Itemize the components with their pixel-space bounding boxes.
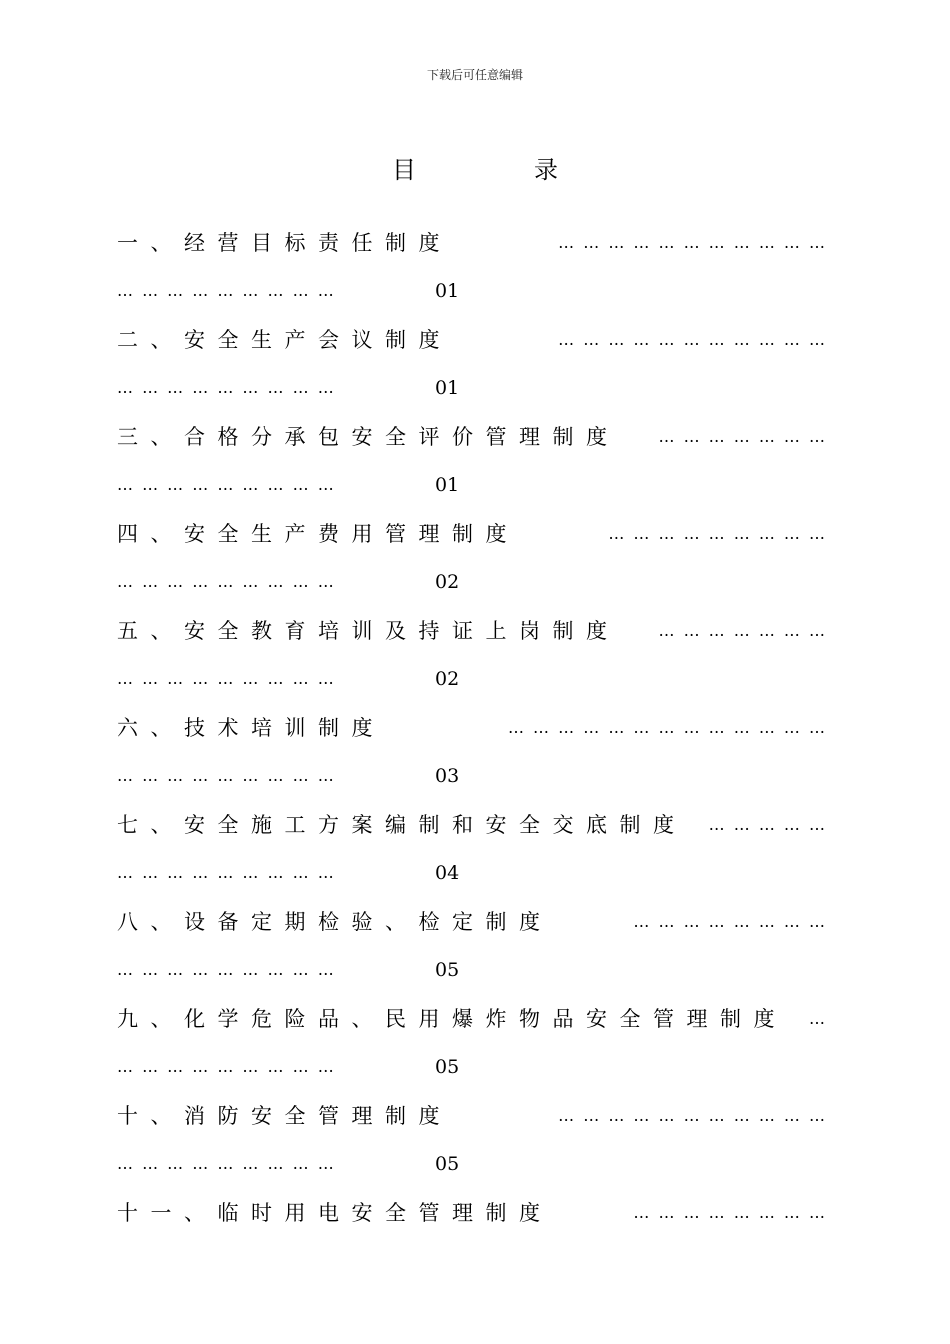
- toc-leader-dots: …: [803, 1002, 827, 1036]
- toc-entry[interactable]: [117, 226, 827, 323]
- toc-leader-dots: … … … … … … …: [652, 420, 827, 454]
- toc-page-number: 01: [435, 474, 460, 496]
- toc-leader-dots: … … … … … … … …: [627, 1196, 827, 1230]
- toc-entry[interactable]: [117, 323, 827, 420]
- toc-entry-label: 六、技术培训制度: [117, 716, 385, 740]
- toc-entry[interactable]: [117, 1099, 827, 1196]
- toc-leader-dots: … … … … … … … …: [627, 905, 827, 939]
- toc-leader-dots: … … … … … … … … …: [117, 1057, 336, 1076]
- toc-leader-dots: … … … … … … … … … … …: [552, 226, 827, 260]
- toc-entry[interactable]: [117, 614, 827, 711]
- page-header: 下载后可任意编辑: [426, 68, 523, 82]
- toc-leader-dots: … … … … … … … … …: [117, 281, 336, 300]
- toc-entry-label: 二、安全生产会议制度: [117, 328, 452, 352]
- toc-entry[interactable]: [117, 905, 827, 1002]
- table-of-contents: [117, 226, 827, 1293]
- toc-leader-dots: … … … … … … … … … … …: [552, 323, 827, 357]
- toc-entry-label: 九、化学危险品、民用爆炸物品安全管理制度: [117, 1007, 787, 1031]
- toc-page-number: 03: [435, 765, 460, 787]
- toc-leader-dots: … … … … … … … … …: [117, 669, 336, 688]
- toc-leader-dots: … … … … … … … … …: [117, 378, 336, 397]
- toc-entry[interactable]: [117, 517, 827, 614]
- toc-page-number: 01: [435, 280, 460, 302]
- toc-leader-dots: … … … … … … … … … … … … …: [502, 711, 827, 745]
- toc-entry[interactable]: [117, 711, 827, 808]
- toc-page-number: 02: [435, 668, 460, 690]
- toc-leader-dots: … … … … … … … … …: [602, 517, 827, 551]
- toc-leader-dots: … … … … … … … … …: [117, 766, 336, 785]
- toc-page-number: 01: [435, 377, 460, 399]
- toc-page-number: 04: [435, 862, 460, 884]
- toc-entry-label: 七、安全施工方案编制和安全交底制度: [117, 813, 687, 837]
- toc-entry[interactable]: [117, 420, 827, 517]
- toc-entry-label: 四、安全生产费用管理制度: [117, 522, 519, 546]
- toc-leader-dots: … … … … … … … … …: [117, 475, 336, 494]
- toc-leader-dots: … … … … … … …: [652, 614, 827, 648]
- toc-entry-label: 三、合格分承包安全评价管理制度: [117, 425, 620, 449]
- toc-leader-dots: … … … … … … … … … … …: [552, 1099, 827, 1133]
- toc-leader-dots: … … … … … … … … …: [117, 863, 336, 882]
- toc-entry[interactable]: [117, 1196, 827, 1293]
- toc-leader-dots: … … … … …: [703, 808, 827, 842]
- toc-page-number: 05: [435, 1056, 460, 1078]
- toc-leader-dots: … … … … … … … … …: [117, 1154, 336, 1173]
- toc-entry-label: 十、消防安全管理制度: [117, 1104, 452, 1128]
- toc-page-number: 05: [435, 1153, 460, 1175]
- toc-entry-label: 十一、临时用电安全管理制度: [117, 1201, 553, 1225]
- toc-page-number: 02: [435, 571, 460, 593]
- toc-title-left: 目: [392, 156, 416, 184]
- toc-entry[interactable]: [117, 808, 827, 905]
- toc-entry-label: 一、经营目标责任制度: [117, 231, 452, 255]
- toc-entry-label: 八、设备定期检验、检定制度: [117, 910, 553, 934]
- toc-title: [0, 150, 950, 185]
- toc-title-right: 录: [534, 156, 558, 184]
- toc-page-number: 05: [435, 959, 460, 981]
- toc-entry-label: 五、安全教育培训及持证上岗制度: [117, 619, 620, 643]
- toc-leader-dots: … … … … … … … … …: [117, 960, 336, 979]
- toc-leader-dots: … … … … … … … … …: [117, 572, 336, 591]
- toc-entry[interactable]: [117, 1002, 827, 1099]
